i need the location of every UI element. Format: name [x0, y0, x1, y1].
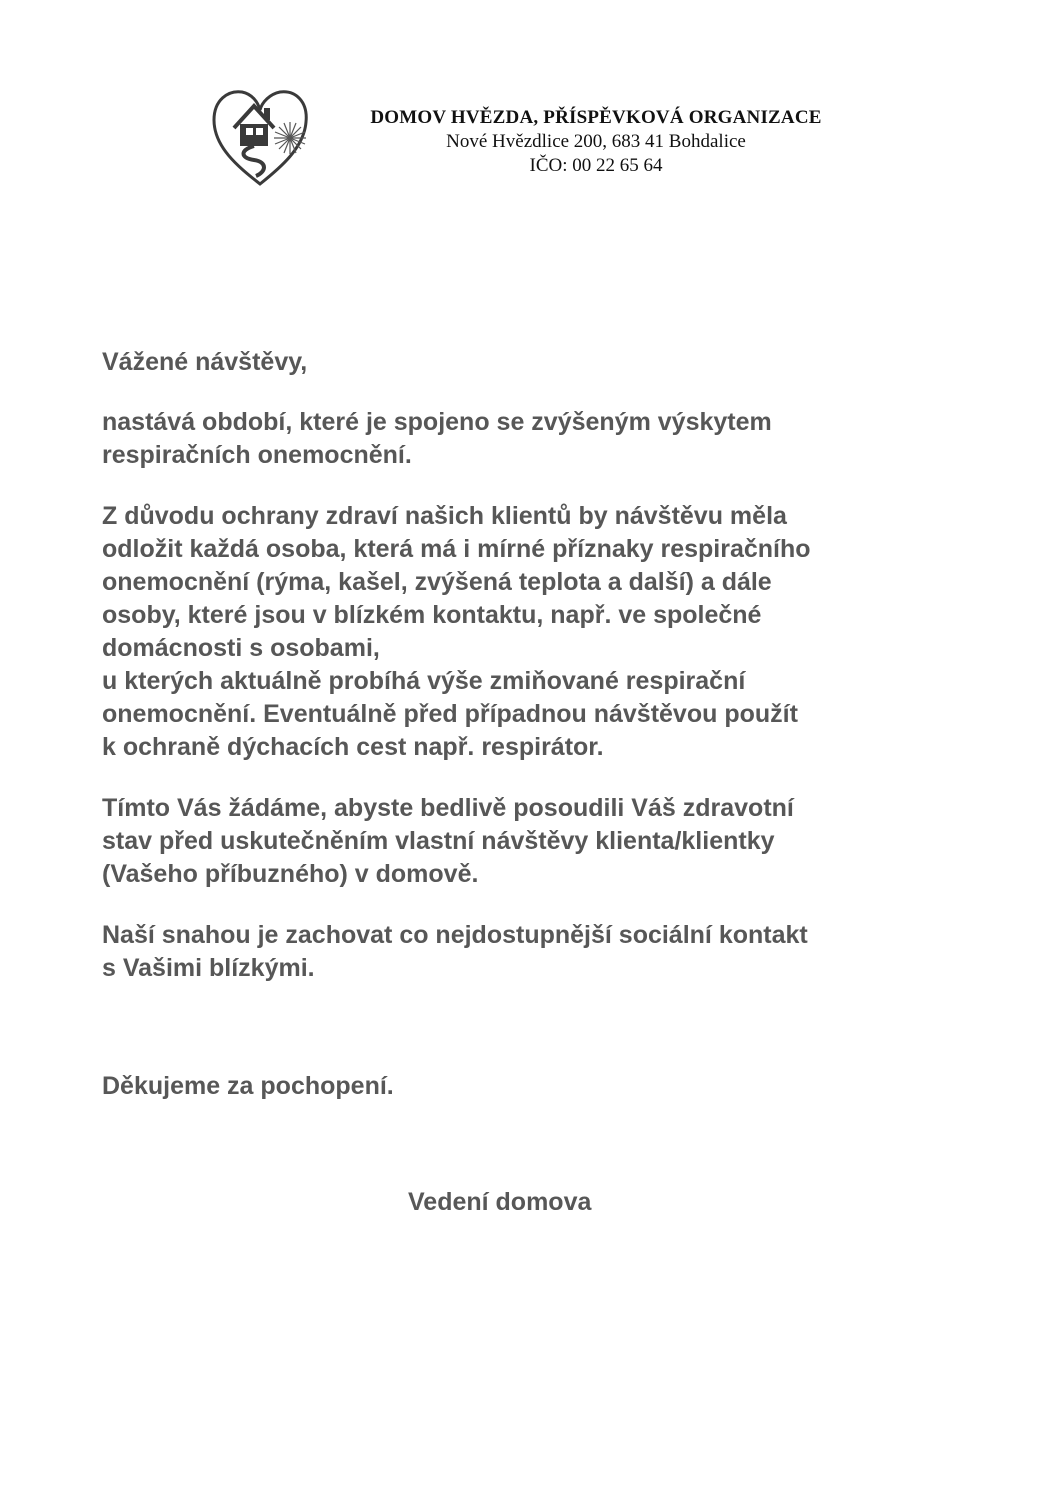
paragraph-line: respiračních onemocnění. [102, 441, 412, 469]
paragraph-line: onemocnění (rýma, kašel, zvýšená teplota a další) a dále [102, 568, 772, 596]
paragraph-1 [102, 406, 962, 472]
organization-address: Nové Hvězdlice 200, 683 41 Bohdalice [446, 131, 746, 152]
paragraph-line: u kterých aktuálně probíhá výše zmiňované respirační [102, 667, 746, 695]
paragraph-line: (Vašeho příbuzného) v domově. [102, 860, 479, 888]
paragraph-line: s Vašimi blízkými. [102, 954, 315, 982]
organization-ico: IČO: 00 22 65 64 [529, 155, 663, 176]
organization-block [326, 106, 866, 178]
paragraph-4 [102, 919, 962, 985]
salutation: Vážené návštěvy, [102, 348, 308, 376]
letterhead [210, 86, 890, 191]
paragraph-line: Naší snahou je zachovat co nejdostupnější sociální kontakt [102, 921, 808, 949]
paragraph-3 [102, 792, 962, 891]
thanks-line: Děkujeme za pochopení. [102, 1072, 394, 1100]
paragraph-line: Tímto Vás žádáme, abyste bedlivě posoudili Váš zdravotní [102, 794, 794, 822]
paragraph-line: stav před uskutečněním vlastní návštěvy klienta/klientky [102, 827, 775, 855]
heart-house-star-logo-icon [210, 86, 314, 190]
paragraph-line: k ochraně dýchacích cest např. respirátor. [102, 733, 604, 761]
signature: Vedení domova [408, 1188, 592, 1216]
paragraph-line: osoby, které jsou v blízkém kontaktu, např. ve společné [102, 601, 762, 629]
letter-body [102, 346, 962, 1013]
paragraph-line: onemocnění. Eventuálně před případnou návštěvou použít [102, 700, 798, 728]
organization-name: DOMOV HVĚZDA, PŘÍSPĚVKOVÁ ORGANIZACE [370, 107, 822, 128]
paragraph-2 [102, 500, 962, 764]
paragraph-line: domácnosti s osobami, [102, 634, 380, 662]
paragraph-line: Z důvodu ochrany zdraví našich klientů by návštěvu měla [102, 502, 787, 530]
paragraph-line: nastává období, které je spojeno se zvýšeným výskytem [102, 408, 772, 436]
paragraph-line: odložit každá osoba, která má i mírné příznaky respiračního [102, 535, 811, 563]
